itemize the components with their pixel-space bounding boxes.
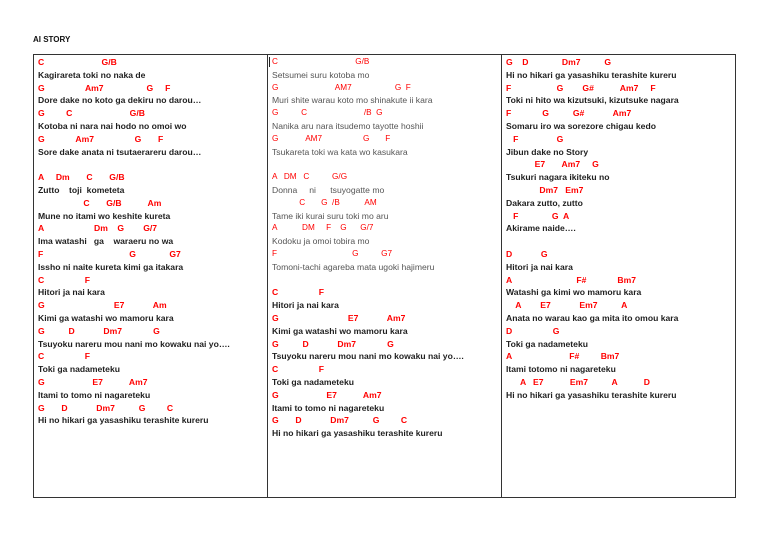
chord-line: G C /B G [272,108,383,118]
lyric-line: Akirame naide…. [506,223,576,234]
lyric-line: Kotoba ni nara nai hodo no omoi wo [38,120,187,131]
chord-line: G E7 Am [38,300,167,311]
chord-line: A Dm G G/7 [38,223,158,234]
chord-line: G E7 Am7 [38,376,148,387]
lyric-line: Tsuyoku nareru mou nani mo kowaku nai yo…. [38,338,230,349]
lyric-line: Kodoku ja omoi tobira mo [272,236,370,247]
chord-line: F G G# Am7 [506,108,632,119]
stanza-gap [506,235,731,248]
lyric-line: Tomoni-tachi agareba mata ugoki hajimeru [272,261,435,272]
chord-line: C G/B [38,57,117,67]
chord-line: G C G/B [38,108,145,119]
lyric-line: Kagirareta toki no naka de [38,69,146,80]
chord-line: C G/B [272,57,370,66]
lyric-line: Toki ni hito wa kizutsuki, kizutsuke nagara [506,95,679,106]
chord-line: D G [506,325,560,336]
chord-line: G E7 Am7 [272,389,382,400]
chord-line: C F [38,351,91,362]
lyric-line: Toki ga nadameteku [38,364,120,375]
chord-line: G D Dm7 G [38,325,160,336]
chord-line: C F [38,274,91,285]
chord-line: E7 Am7 G [506,159,599,170]
lyric-line: Issho ni naite kureta kimi ga itakara [38,261,184,272]
chord-line: A F# Bm7 [506,351,620,362]
song-title: AI STORY [33,35,71,44]
lyric-line: Ima watashi ga waraeru no wa [38,236,174,247]
lyric-line: Somaru iro wa sorezore chigau kedo [506,120,656,131]
lyric-line: Toki ga nadameteku [506,338,588,349]
chord-line: A DM C G/G [272,172,348,182]
lyric-line: Dakara zutto, zutto [506,197,583,208]
lyric-line: Dore dake no koto ga dekiru no darou… [38,95,202,106]
lyric-line: Hitori ja nai kara [38,287,105,298]
lyric-line: Nanika aru nara itsudemo tayotte hoshii [272,120,424,131]
chord-line: G AM7 G F [272,82,411,92]
chord-line: C F [272,287,325,298]
lyric-line: Setsumei suru kotoba mo [272,69,370,80]
lyric-line: Tsukareta toki wa kata wo kasukara [272,146,408,157]
lyrics-column-2 [268,55,502,497]
lyric-line: Hi no hikari ga yasashiku terashite kureru [272,428,443,439]
lyric-line: Toki ga nadameteku [272,376,354,387]
lyric-line: Tsuyoku nareru mou nani mo kowaku nai yo…. [272,351,464,362]
lyric-line: Sore dake anata ni tsutaerareru darou… [38,146,202,157]
chord-line: G D Dm7 G [506,57,612,67]
lyric-line: Itami to tomo ni nagareteku [38,389,151,400]
lyric-line: Kimi ga watashi wo mamoru kara [38,312,174,323]
chord-line: Dm7 Em7 [506,184,584,195]
chord-line: C F [272,364,325,375]
lyric-line: Anata no warau kao ga mita ito omou kara [506,312,679,323]
lyric-line: Hitori ja nai kara [272,300,339,311]
chord-line: F G [506,133,564,144]
lyric-line: Itami to tomo ni nagareteku [272,402,385,413]
text-cursor [269,57,270,67]
lyric-line: Hi no hikari ga yasashiku terashite kureru [506,389,677,400]
chord-line: F G A [506,210,570,221]
chord-line: A E7 Em7 A [506,300,628,311]
lyric-line: Hitori ja nai kara [506,261,573,272]
lyrics-column-3 [502,55,735,497]
chord-line: F G G# Am7 F [506,82,656,93]
lyric-line: Itami totomo ni nagareteku [506,364,616,375]
stanza-gap [38,158,263,171]
chord-line: C G /B AM [272,197,377,207]
lyric-line: Hi no hikari ga yasashiku terashite kureru [506,69,677,80]
lyric-line: Watashi ga kimi wo mamoru kara [506,287,642,298]
lyric-line: Kimi ga watashi wo mamoru kara [272,325,408,336]
chord-line: G Am7 G F [38,82,171,93]
lyric-line: Hi no hikari ga yasashiku terashite kureru [38,415,209,426]
chord-line: A Dm C G/B [38,172,125,183]
chord-line: A DM F G G/7 [272,223,374,233]
lyric-line: Muri shite warau koto mo shinakute ii kara [272,95,433,106]
lyric-line: Tsukuri nagara ikiteku no [506,172,610,183]
chord-line: G E7 Am7 [272,312,406,323]
chord-line: F G G7 [272,248,393,258]
chord-line: G AM7 G F [272,133,391,143]
chord-line: D G [506,248,548,259]
lyric-line: Mune no itami wo keshite kureta [38,210,171,221]
chord-line: G D Dm7 G C [272,415,408,426]
chord-line: A F# Bm7 [506,274,637,285]
chord-line: A E7 Em7 A D [506,376,650,387]
lyric-line: Jibun dake no Story [506,146,589,157]
stanza-gap [272,274,497,287]
stanza-gap [272,158,497,171]
chord-line: G D Dm7 G C [38,402,174,413]
chord-line: F G G7 [38,248,181,259]
lyrics-column-1 [34,55,268,497]
lyric-line: Tame iki kurai suru toki mo aru [272,210,389,221]
chord-line: C G/B Am [38,197,162,208]
lyrics-sheet [33,54,736,498]
chord-line: G Am7 G F [38,133,164,144]
lyric-line: Donna ni tsuyogatte mo [272,184,385,195]
lyric-line: Zutto toji kometeta [38,184,125,195]
chord-line: G D Dm7 G [272,338,394,349]
